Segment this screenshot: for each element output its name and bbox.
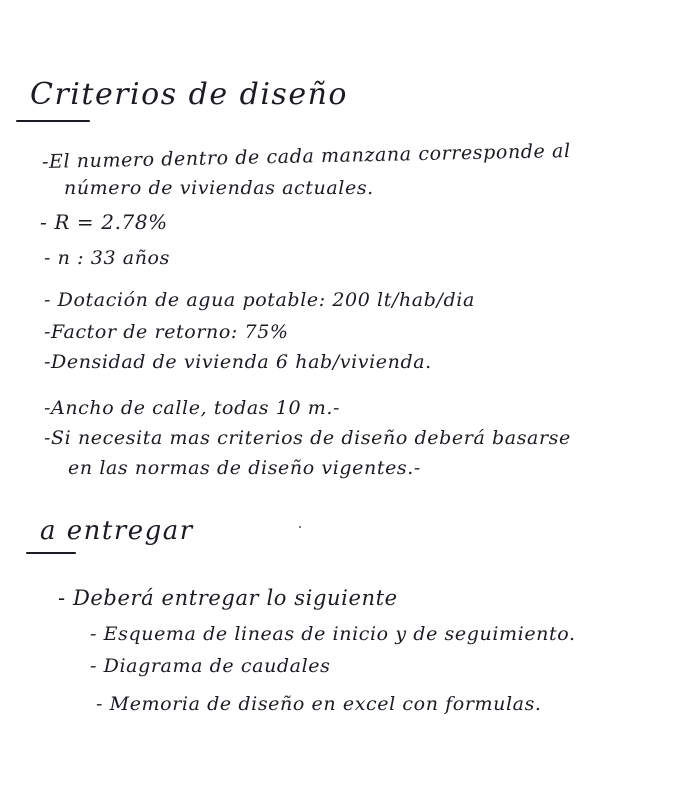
criterio-densidad: -Densidad de vivienda 6 hab/vivienda. xyxy=(44,351,432,373)
criterio-dotacion: - Dotación de agua potable: 200 lt/hab/dia xyxy=(44,289,475,311)
criterio-normas: en las normas de diseño vigentes.- xyxy=(68,457,421,479)
entregar-line-1: - Deberá entregar lo siguiente xyxy=(58,586,398,610)
entregar-esquema: - Esquema de lineas de inicio y de seguimiento. xyxy=(90,623,576,645)
criterio-line-2: número de viviendas actuales. xyxy=(64,177,374,199)
criterio-r: - R = 2.78% xyxy=(40,210,168,234)
heading-underline-2 xyxy=(26,552,76,554)
heading-a-entregar: a entregar xyxy=(40,516,194,546)
criterio-n: - n : 33 años xyxy=(44,247,170,269)
heading-criterios-de-diseno: Criterios de diseño xyxy=(30,77,348,112)
ink-dot xyxy=(299,526,301,528)
heading-underline xyxy=(16,120,90,122)
entregar-memoria: - Memoria de diseño en excel con formulas. xyxy=(96,693,542,715)
criterio-factor-retorno: -Factor de retorno: 75% xyxy=(44,321,289,343)
criterio-line-1: -El numero dentro de cada manzana corresponde al xyxy=(41,139,571,173)
criterio-ancho-calle: -Ancho de calle, todas 10 m.- xyxy=(44,397,341,419)
criterio-mas-criterios: -Si necesita mas criterios de diseño deberá basarse xyxy=(44,427,571,449)
entregar-diagrama: - Diagrama de caudales xyxy=(90,655,331,677)
